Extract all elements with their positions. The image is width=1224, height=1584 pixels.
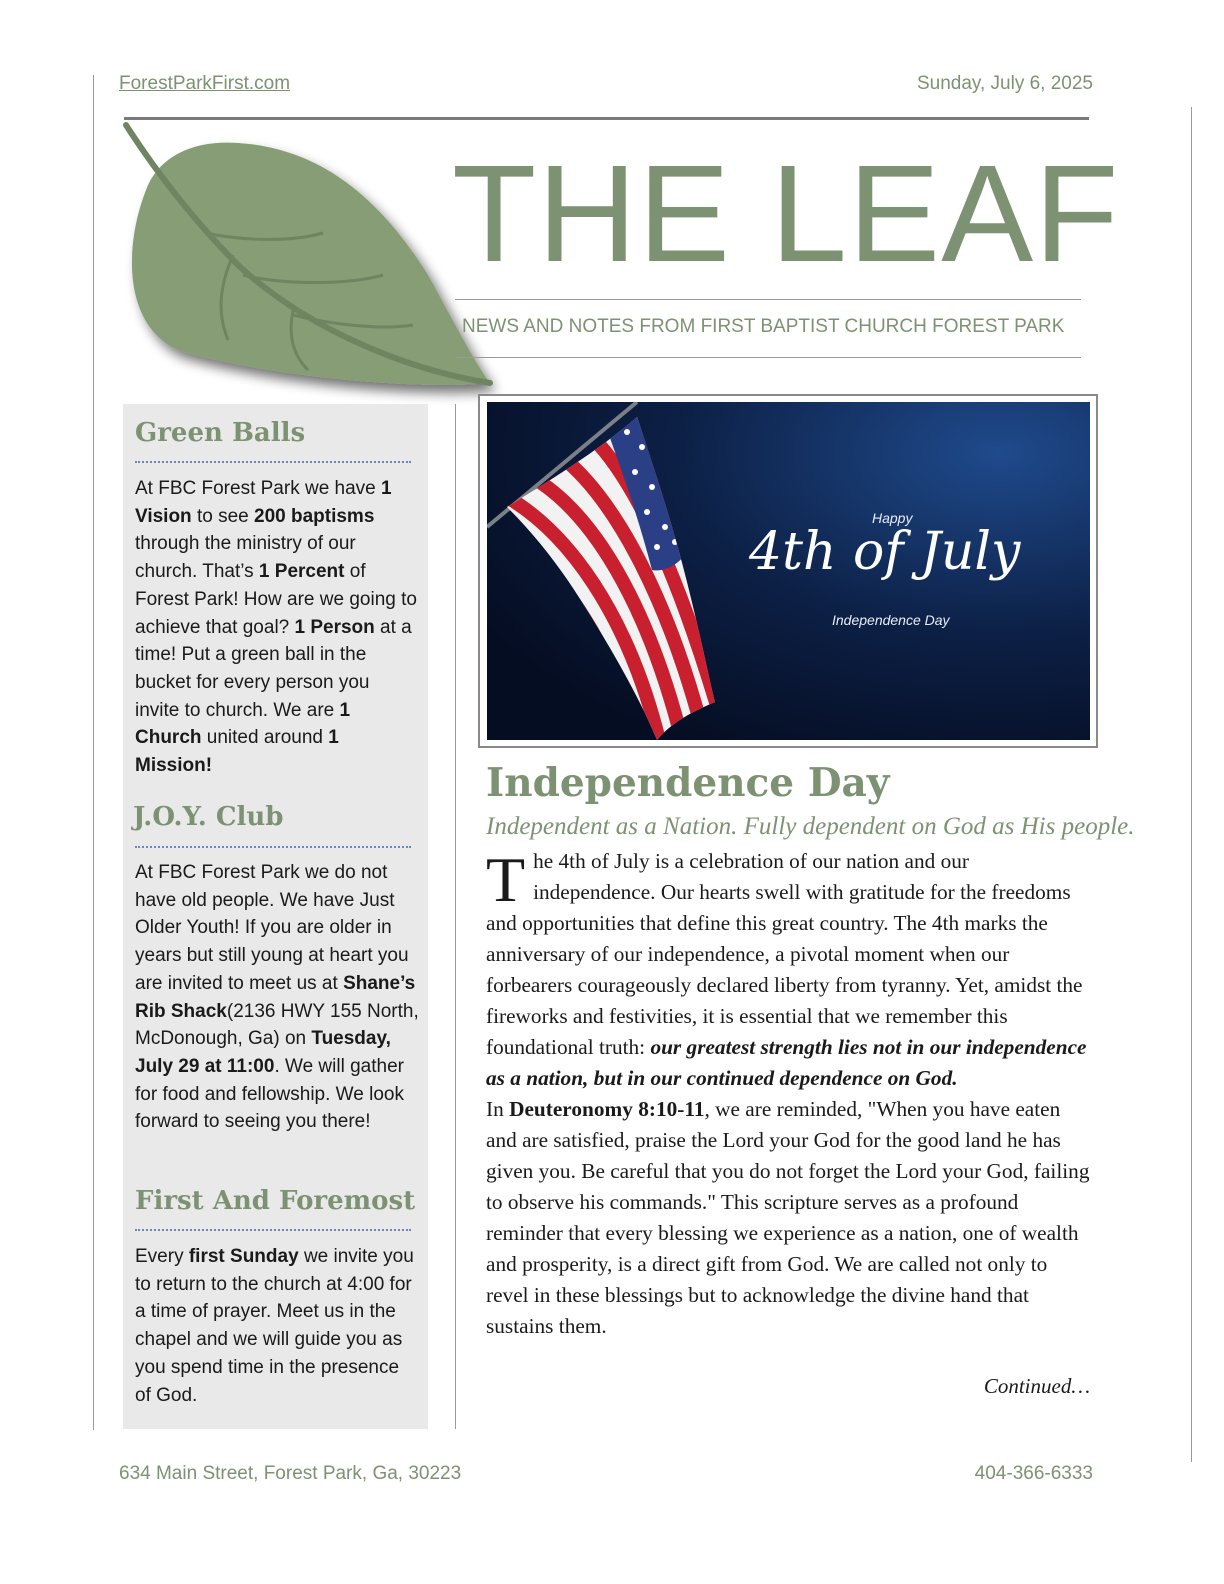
- section-heading-first-and-foremost: First And Foremost: [135, 1186, 416, 1216]
- masthead-title: THE LEAF: [452, 137, 1120, 291]
- article-paragraph: The 4th of July is a celebration of our nation and our independence. Our hearts swell with gratitude for the freedoms and opportunities that define this great country. The 4th marks the anniversary of our independence, a pivotal moment when our forbearers courageously declared liberty from tyranny. Yet, amidst the fireworks and festivities, it is essential that we remember this foundational truth: our greatest strength lies not in our independence as a nation, but in our continued dependence on God.: [486, 844, 1087, 1090]
- section-heading-joy-club: J.O.Y. Club: [133, 802, 284, 832]
- section-divider: [135, 846, 411, 848]
- image-caption-independence-day: Independence Day: [832, 612, 950, 628]
- article-subheading: Independent as a Nation. Fully dependent on God as His people.: [486, 813, 1135, 840]
- masthead-tagline: NEWS AND NOTES FROM FIRST BAPTIST CHURCH FOREST PARK: [462, 316, 1065, 337]
- feature-image: [487, 402, 1090, 740]
- feature-image-frame: [478, 394, 1098, 748]
- image-caption-script: 4th of July: [749, 522, 1021, 582]
- right-margin-rule: [1191, 107, 1192, 1462]
- section-divider: [135, 461, 411, 463]
- image-caption-happy: Happy: [872, 510, 913, 526]
- website-link[interactable]: ForestParkFirst.com: [119, 73, 291, 94]
- drop-cap: T: [486, 844, 526, 915]
- leaf-logo-icon: [118, 115, 508, 405]
- tagline-top-rule: [455, 299, 1081, 300]
- section-divider: [135, 1229, 411, 1231]
- issue-date: Sunday, July 6, 2025: [916, 73, 1093, 94]
- continued-link[interactable]: Continued…: [983, 1374, 1090, 1398]
- article-heading: Independence Day: [486, 760, 890, 806]
- footer-phone: 404-366-6333: [974, 1463, 1093, 1484]
- tagline-bottom-rule: [455, 357, 1081, 358]
- joy-club-text: At FBC Forest Park we do not have old people. We have Just Older Youth! If you are older in years but still young at heart you are invited to meet us at Shane’s Rib Shack(2136 HWY 155 North, McDonough, Ga) on Tuesday, July 29 at 11:00. We will gather for food and fellowship. We look forward to seeing you there!: [135, 862, 419, 1133]
- section-heading-green-balls: Green Balls: [135, 418, 306, 448]
- column-divider-rule: [455, 404, 456, 1429]
- article-body: [486, 846, 1094, 1342]
- first-and-foremost-text: Every first Sunday we invite you to return to the church at 4:00 for a time of prayer. Meet us in the chapel and we will guide you as you spend time in the presence of God.: [135, 1246, 414, 1406]
- green-balls-text: At FBC Forest Park we have 1 Vision to see 200 baptisms through the ministry of our church. That’s 1 Percent of Forest Park! How are we going to achieve that goal? 1 Person at a time! Put a green ball in the bucket for every person you invite to church. We are 1 Church united around 1 Mission!: [135, 478, 417, 777]
- left-margin-rule: [93, 75, 94, 1430]
- article-paragraph: In Deuteronomy 8:10-11, we are reminded, "When you have eaten and are satisfied, praise the Lord your God for the good land he has given you. Be careful that you do not forget the Lord your God, failing to observe his commands." This scripture serves as a profound reminder that every blessing we experience as a nation, one of wealth and prosperity, is a direct gift from God. We are called not only to revel in these blessings but to acknowledge the divine hand that sustains them.: [486, 1097, 1090, 1338]
- scripture-reference: Deuteronomy 8:10-11: [509, 1097, 705, 1121]
- sidebar: [123, 404, 428, 1429]
- footer-address: 634 Main Street, Forest Park, Ga, 30223: [119, 1463, 462, 1484]
